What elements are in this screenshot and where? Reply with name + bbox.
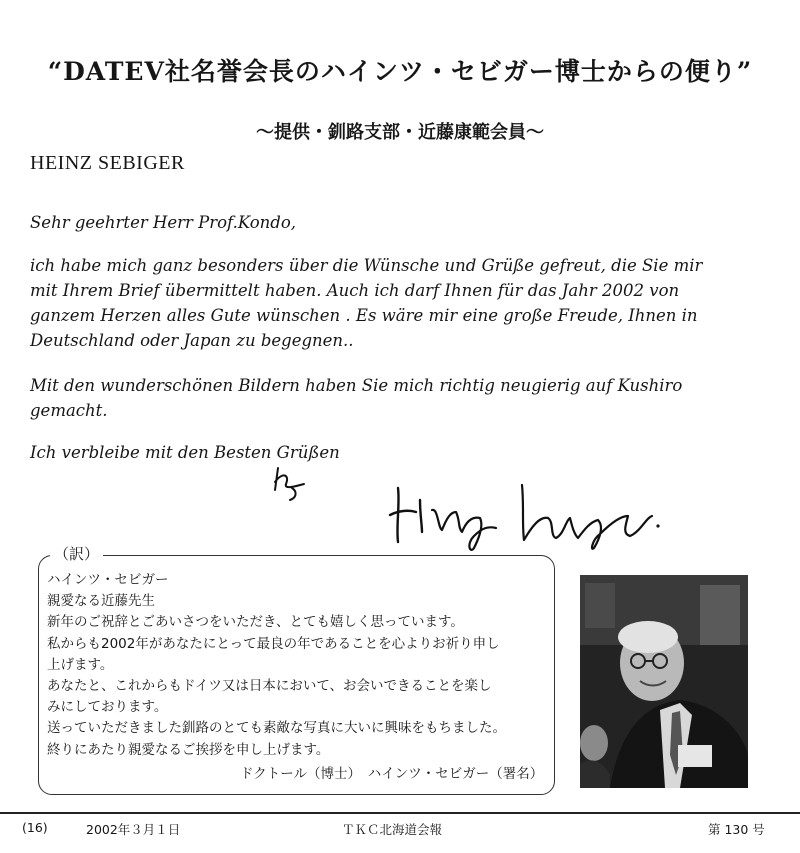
letter-line: ich habe mich ganz besonders über die Wünsche und Grüße gefreut, die Sie mir (30, 256, 703, 275)
translation-line: 終りにあたり親愛なるご挨拶を申し上げます。 (47, 741, 330, 758)
translation-heading: （訳） (50, 543, 103, 564)
document-title: “DATEV社名誉会長のハインツ・セビガー博士からの便り” (47, 57, 753, 86)
translation-signature: ドクトール（博士） ハインツ・セビガー（署名） (240, 766, 544, 782)
translation-line: みにしております。 (47, 699, 168, 716)
letter-line: mit Ihrem Brief übermittelt haben. Auch ich darf Ihnen für das Jahr 2002 von (30, 281, 680, 300)
letter-line: ganzem Herzen alles Gute wünschen . Es wäre mir eine große Freude, Ihnen in (30, 306, 698, 325)
letter-salutation: Sehr geehrter Herr Prof.Kondo, (30, 213, 297, 232)
translation-line: 送っていただきました釧路のとても素敵な写真に大いに興味をもちました。 (47, 720, 506, 737)
letter-paragraph-1 (30, 253, 775, 353)
document-subtitle: 〜提供・釧路支部・近藤康範会員〜 (256, 122, 544, 143)
translation-line: 新年のご祝辞とごあいさつをいただき、とても嬉しく思っています。 (47, 614, 464, 631)
page-number: (16) (22, 820, 48, 835)
translation-line: 上げます。 (47, 656, 114, 673)
translation-line: 私からも2002年があなたにとって最良の年であることを心よりお祈り申し (47, 635, 500, 652)
letter-line: Mit den wunderschönen Bildern haben Sie mich richtig neugierig auf Kushiro (30, 376, 683, 395)
publication-name: ＴＫＣ北海道会報 (342, 822, 443, 837)
letter-paragraph-2 (30, 373, 775, 423)
handwritten-signature (260, 460, 700, 555)
issue-date: 2002年３月１日 (86, 822, 181, 837)
translation-line: ハインツ・セビガー (47, 572, 169, 588)
letter-line: gemacht. (30, 401, 108, 420)
letter-closing: Ich verbleibe mit den Besten Grüßen (30, 443, 340, 462)
sender-name: HEINZ SEBIGER (30, 152, 185, 174)
translation-text (47, 570, 547, 761)
translation-line: 親愛なる近藤先生 (47, 593, 155, 610)
letter-line: Deutschland oder Japan zu begegnen.. (30, 331, 354, 350)
portrait-photo (580, 575, 748, 788)
issue-number: 第 130 号 (708, 822, 765, 837)
footer-rule (0, 812, 800, 814)
translation-line: あなたと、これからもドイツ又は日本において、お会いできることを楽し (47, 678, 492, 695)
